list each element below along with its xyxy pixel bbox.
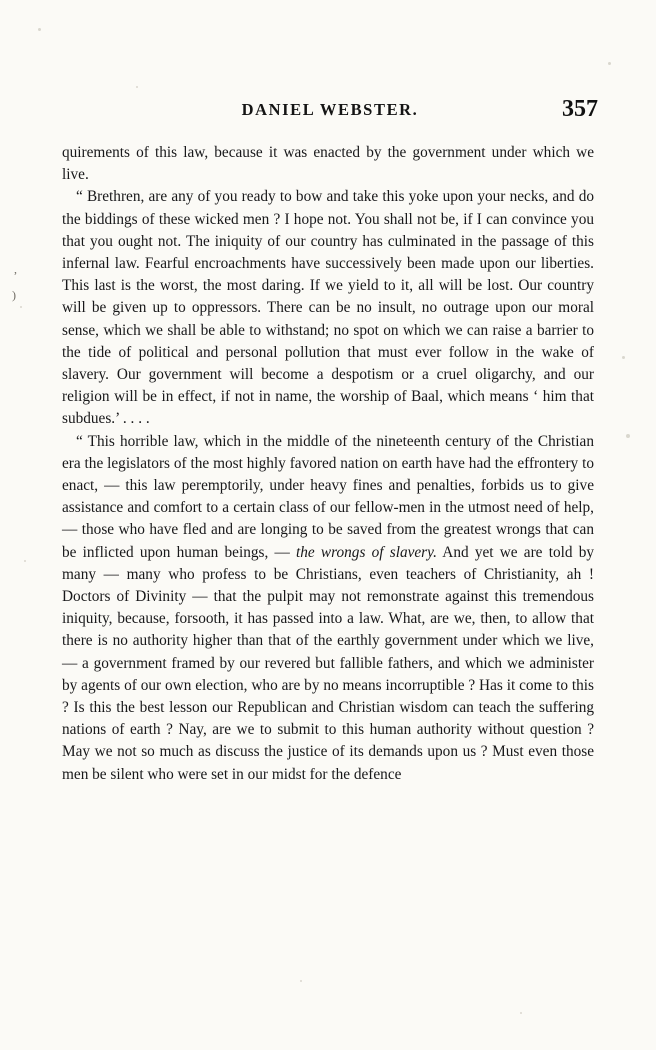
paper-speck [136,86,138,88]
paper-speck [24,560,26,562]
paper-speck [520,1012,522,1014]
paragraph-1: quirements of this law, because it was enacted by the government under which we live. [62,144,594,184]
paper-speck [300,980,302,982]
paragraph-3-part-1: “ This horrible law, which in the middle of the nineteenth century of the Christian era the legislators of the most highly favored nation on earth have had the effrontery to enact, — this law peremptorily, under heavy fines and penalties, forbids us to give assistance and comfort to a certain class of our fellow-men in the utmost need of help, — those who have fled and are longing to be saved from the greatest wrongs that can be inflicted upon human beings, — [62,432,594,561]
running-head: DANIEL WEBSTER. [241,100,419,119]
page-body [62,142,594,786]
paragraph-2: “ Brethren, are any of you ready to bow and take this yoke upon your necks, and do the biddings of these wicked men ? I hope not. You shall not be, if I can convince you that you ought not. The iniquity of our country has culminated in the passage of this infernal law. Fearful encroachments have successively been made upon our liberties. This last is the worst, the most daring. If we yield to it, all will be lost. Our country will be given up to oppressors. There can be no insult, no outrage upon our moral sense, which we shall be able to withstand; no spot on which we can raise a barrier to the tide of political and personal pollution that must ever follow in the wake of slavery. Our government will become a despotism or a cruel oligarchy, and our religion will be in effect, if not in name, the worship of Baal, which means ‘ him that subdues.’ . . . . [62,188,594,428]
paper-speck [622,356,625,359]
paper-speck [626,434,630,438]
margin-mark-lower: ) [12,288,16,302]
paper-speck [20,306,22,308]
paragraph-3-part-2: And yet we are told by many — many who profess to be Christians, even teachers of Christianity, ah ! Doctors of Divinity — that the pulpit may not remonstrate against this tremendous iniquity, because, forsooth, it has passed into a law. What, are we, then, to allow that there is no authority higher than that of the earthly government under which we live, — a government framed by our revered but fallible fathers, and which we administer by agents of our own election, who are by no means incorruptible ? Has it come to this ? Is this the best lesson our Republican and Christian wisdom can teach the suffering nations of earth ? Nay, are we to submit to this human authority without question ? May we not so much as discuss the justice of its demands upon us ? Must even those men be silent who were set in our midst for the defence [62,543,595,783]
page-number: 357 [562,96,598,122]
paper-speck [38,28,41,31]
paragraph-3 [62,431,594,786]
paper-speck [608,62,611,65]
page-header [62,96,598,126]
paragraph-3-italic-phrase: the wrongs of slavery. [296,543,437,561]
margin-mark-upper: , [14,262,17,276]
